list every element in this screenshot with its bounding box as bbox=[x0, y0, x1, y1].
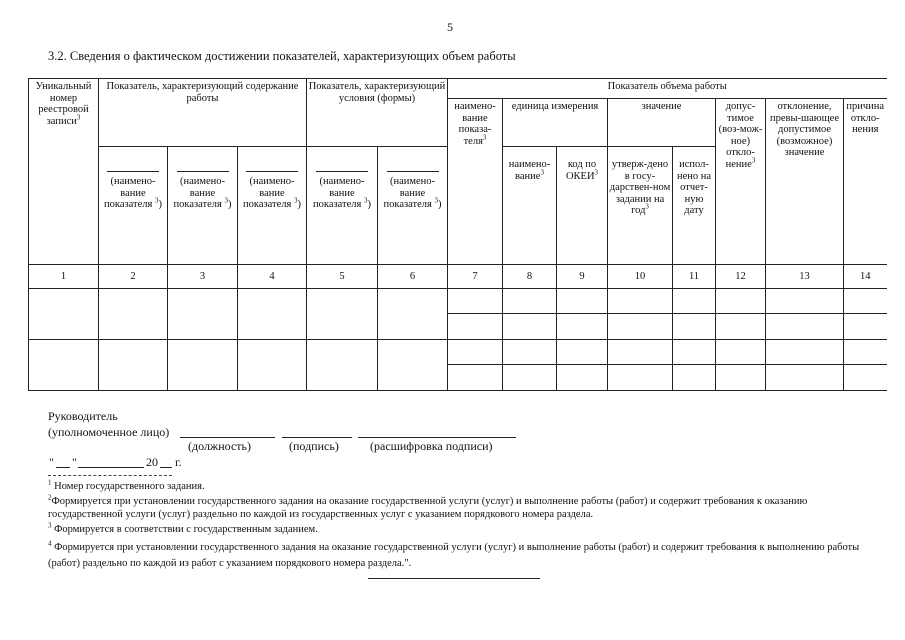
signature-caption: (подпись) bbox=[289, 439, 339, 453]
footnote-4: $^4$ Формируется при установлении государственного задания на оказание государственной услуги (услуг) и выполнение работы (работ) и содержит требования к выполнению работы (работ) раздельно по каждой из работ с указанием порядкового номера раздела.". bbox=[48, 539, 860, 569]
data-row bbox=[29, 289, 887, 314]
page-number: 5 bbox=[447, 20, 453, 34]
header-unique-number: Уникальный номер реестровой записи$^3$ bbox=[29, 79, 99, 265]
column-numbers-row bbox=[29, 265, 887, 289]
header-allowed-deviation: допус-тимое (воз-мож-ное) откло-нение$^3$ bbox=[716, 99, 766, 265]
column-number-1: 1 bbox=[29, 265, 99, 289]
date-month-line bbox=[78, 467, 144, 468]
date-quote-close: " bbox=[72, 455, 77, 469]
end-rule bbox=[368, 578, 540, 579]
header-volume-indicator: Показатель объема работы bbox=[448, 79, 887, 99]
data-row bbox=[29, 340, 887, 365]
footnote-1: $^1$ Номер государственного задания. bbox=[48, 478, 205, 492]
column-number-9: 9 bbox=[557, 265, 608, 289]
column-number-11: 11 bbox=[673, 265, 716, 289]
header-exceeding-deviation: отклонение, превы-шающее допустимое (возможное) значение bbox=[766, 99, 844, 265]
header-sub-indicator-6: (наимено-вание показателя $^3$) bbox=[378, 147, 448, 265]
column-number-3: 3 bbox=[168, 265, 238, 289]
position-caption: (должность) bbox=[188, 439, 251, 453]
date-year-line bbox=[160, 467, 172, 468]
authorized-person-label: (уполномоченное лицо) bbox=[48, 425, 170, 439]
footnote-separator bbox=[48, 475, 172, 476]
head-label: Руководитель bbox=[48, 409, 118, 423]
date-day-line bbox=[56, 467, 70, 468]
footnote-2: $^2$Формируется при установлении государственного задания на оказание государственной услуги (услуг) и выполнение работы (работ) и содержит требования к оказанию государственной услуги (услуг) раздельно по каждой из государственных услуг с указанием порядкового номера раздела. bbox=[48, 493, 808, 520]
column-number-5: 5 bbox=[307, 265, 378, 289]
column-number-2: 2 bbox=[99, 265, 168, 289]
column-number-6: 6 bbox=[378, 265, 448, 289]
header-deviation-reason: причина откло-нения bbox=[844, 99, 887, 265]
section-title: 3.2. Сведения о фактическом достижении показателей, характеризующих объем работы bbox=[48, 49, 516, 63]
header-sub-indicator-2: (наимено-вание показателя $^3$) bbox=[99, 147, 168, 265]
column-number-7: 7 bbox=[448, 265, 503, 289]
header-sub-indicator-3: (наимено-вание показателя $^3$) bbox=[168, 147, 238, 265]
header-conditions-indicator: Показатель, характеризующий условия (формы) bbox=[307, 79, 448, 147]
header-sub-indicator-4: (наимено-вание показателя $^3$) bbox=[238, 147, 307, 265]
header-value: значение bbox=[608, 99, 716, 147]
footnotes bbox=[48, 480, 868, 572]
signature-line bbox=[282, 437, 352, 438]
header-content-indicator: Показатель, характеризующий содержание работы bbox=[99, 79, 307, 147]
header-unit: единица измерения bbox=[503, 99, 608, 147]
header-approved-value: утверж-дено в госу-дарствен-ном задании на год$^3$ bbox=[608, 147, 673, 265]
date-year-prefix: 20 bbox=[146, 455, 158, 469]
column-number-13: 13 bbox=[766, 265, 844, 289]
column-number-14: 14 bbox=[844, 265, 887, 289]
decode-line bbox=[358, 437, 516, 438]
column-number-10: 10 bbox=[608, 265, 673, 289]
column-number-4: 4 bbox=[238, 265, 307, 289]
decode-caption: (расшифровка подписи) bbox=[370, 439, 493, 453]
header-unit-name: наимено-вание$^3$ bbox=[503, 147, 557, 265]
position-line bbox=[180, 437, 275, 438]
header-unit-code: код по ОКЕИ$^3$ bbox=[557, 147, 608, 265]
column-number-8: 8 bbox=[503, 265, 557, 289]
volume-indicators-table bbox=[28, 78, 887, 391]
header-sub-indicator-5: (наимено-вание показателя $^3$) bbox=[307, 147, 378, 265]
header-indicator-name: наимено-вание показа-теля$^3$ bbox=[448, 99, 503, 265]
column-number-12: 12 bbox=[716, 265, 766, 289]
date-g: г. bbox=[175, 455, 182, 469]
date-quote-open: " bbox=[49, 455, 54, 469]
header-executed-value: испол-нено на отчет-ную дату bbox=[673, 147, 716, 265]
footnote-3: $^3$ Формируется в соответствии с государственным заданием. bbox=[48, 521, 318, 535]
